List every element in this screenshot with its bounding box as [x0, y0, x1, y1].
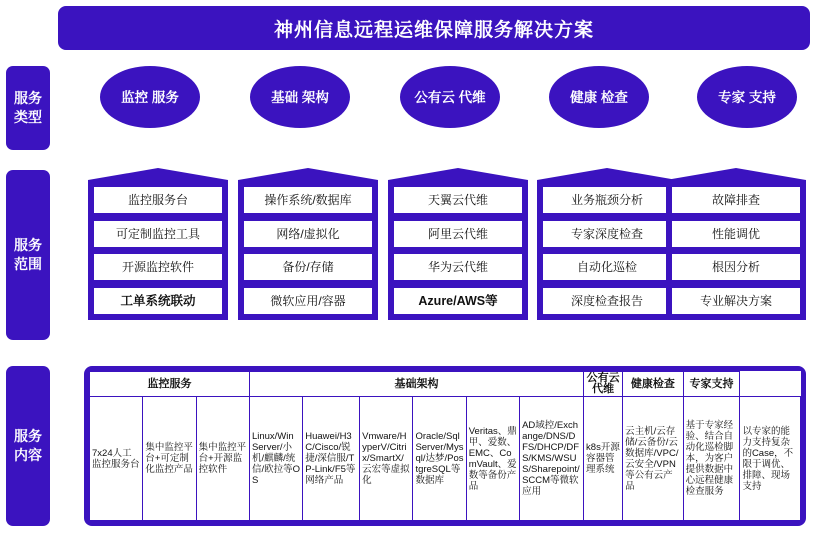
scope-column-infrastructure [238, 168, 378, 320]
service-type-public-cloud [400, 66, 500, 128]
table-cell: Oracle/SqlServer/Mysql/达梦/PostgreSQL等数据库 [413, 397, 466, 521]
scope-column-monitoring [88, 168, 228, 320]
service-type-infrastructure [250, 66, 350, 128]
scope-column-expert-support [666, 168, 806, 320]
row-label-service-type-line1: 服务 [14, 90, 42, 106]
row-label-service-content-line2: 内容 [14, 447, 42, 463]
scope-item: 开源监控软件 [93, 253, 223, 281]
scope-item: 自动化巡检 [542, 253, 672, 281]
scope-item: Azure/AWS等 [393, 287, 523, 315]
table-cell: 7x24人工监控服务台 [90, 397, 143, 521]
page-title: 神州信息远程运维保障服务解决方案 [58, 6, 810, 50]
table-cell: 基于专家经验、结合自动化巡检脚本，为客户提供数据中心远程健康检查服务 [683, 397, 740, 521]
service-type-expert-support-line1: 专家 [718, 89, 746, 105]
scope-item: 性能调优 [671, 220, 801, 248]
service-type-monitoring [100, 66, 200, 128]
scope-item: 监控服务台 [93, 186, 223, 214]
table-cell: Huawei/H3C/Cisco/锐捷/深信服/TP-Link/F5等网络产品 [303, 397, 360, 521]
scope-column-health-check [537, 168, 677, 320]
table-group-header: 基础架构 [249, 372, 583, 397]
table-cell: 以专家的能力支持复杂的Case，不限于调优、排障、现场支持 [740, 397, 801, 521]
service-type-expert-support [697, 66, 797, 128]
service-type-monitoring-line1: 监控 [121, 89, 149, 105]
table-cell: 集中监控平台+开源监控软件 [196, 397, 249, 521]
scope-item: 阿里云代维 [393, 220, 523, 248]
service-type-health-check [549, 66, 649, 128]
row-label-service-content [6, 366, 50, 526]
scope-item: 操作系统/数据库 [243, 186, 373, 214]
table-header-row [90, 372, 801, 397]
service-type-public-cloud-line2: 代维 [458, 89, 486, 105]
scope-item: 微软应用/容器 [243, 287, 373, 315]
table-group-header: 监控服务 [90, 372, 250, 397]
table-cell: Linux/Win Server/小机/麒麟/统信/欧拉等OS [249, 397, 302, 521]
row-label-service-scope [6, 170, 50, 340]
scope-column-public-cloud [388, 168, 528, 320]
scope-item: 业务瓶颈分析 [542, 186, 672, 214]
scope-item: 备份/存储 [243, 253, 373, 281]
scope-item: 专家深度检查 [542, 220, 672, 248]
scope-item: 华为云代维 [393, 253, 523, 281]
service-type-infrastructure-line1: 基础 [271, 89, 299, 105]
scope-item: 故障排查 [671, 186, 801, 214]
table-cell: AD域控/Exchange/DNS/DFS/DHCP/DFS/KMS/WSUS/Sharepoint/SCCM等微软应用 [520, 397, 584, 521]
scope-item: 专业解决方案 [671, 287, 801, 315]
table-cell: 集中监控平台+可定制化监控产品 [143, 397, 196, 521]
row-label-service-scope-line1: 服务 [14, 237, 42, 253]
table-group-header: 健康检查 [623, 372, 683, 397]
table-group-header: 专家支持 [683, 372, 740, 397]
table-cell: Vmware/HyperV/Citrix/SmartX/云宏等虚拟化 [360, 397, 413, 521]
scope-item: 网络/虚拟化 [243, 220, 373, 248]
service-type-health-check-line2: 检查 [600, 89, 628, 105]
scope-item: 天翼云代维 [393, 186, 523, 214]
service-type-monitoring-line2: 服务 [151, 89, 179, 105]
table-row [90, 397, 801, 521]
row-label-service-content-line1: 服务 [14, 428, 42, 444]
service-type-health-check-line1: 健康 [570, 89, 598, 105]
scope-item: 根因分析 [671, 253, 801, 281]
row-label-service-type-line2: 类型 [14, 109, 42, 125]
service-content-panel [84, 366, 806, 526]
row-label-service-scope-line2: 范围 [14, 256, 42, 272]
service-content-table [89, 371, 801, 521]
scope-item: 可定制监控工具 [93, 220, 223, 248]
service-type-infrastructure-line2: 架构 [301, 89, 329, 105]
service-type-public-cloud-line1: 公有云 [414, 89, 455, 105]
service-type-expert-support-line2: 支持 [748, 89, 776, 105]
scope-item: 深度检查报告 [542, 287, 672, 315]
table-group-header: 公有云代维 [584, 372, 623, 397]
table-cell: k8s开源容器管理系统 [584, 397, 623, 521]
table-cell: Veritas、鼎甲、爱数、EMC、ComVault、爱数等备份产品 [466, 397, 519, 521]
row-label-service-type [6, 66, 50, 150]
table-cell: 云主机/云存储/云备份/云数据库/VPC/云安全/VPN等公有云产品 [623, 397, 683, 521]
scope-item: 工单系统联动 [93, 287, 223, 315]
